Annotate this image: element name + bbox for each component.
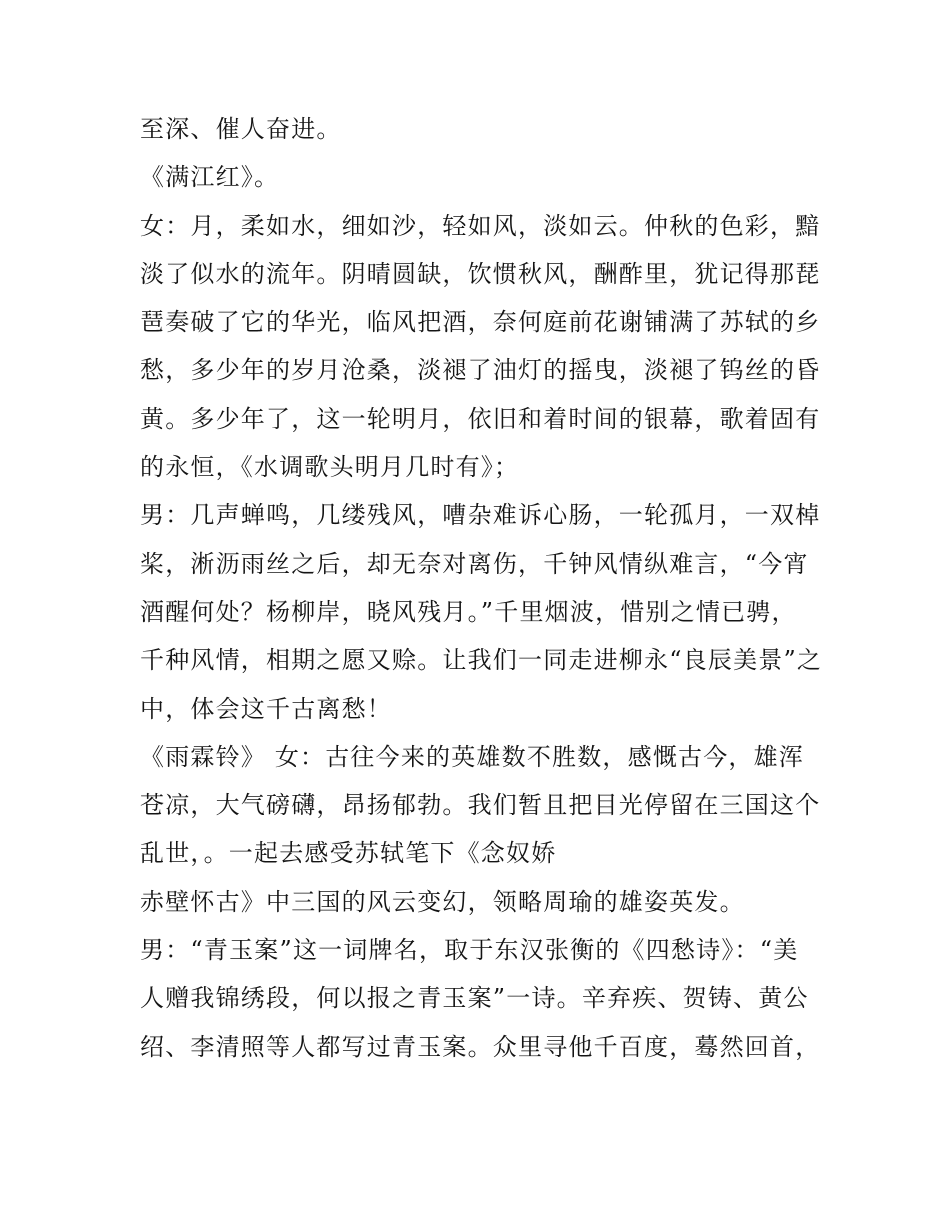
text-line-14: 《雨霖铃》 女：古往今来的英雄数不胜数，感慨古今，雄浑 [140, 742, 805, 771]
text-line-4: 淡了似水的流年。阴晴圆缺，饮惯秋风，酬酢里，犹记得那琵 [140, 259, 821, 288]
text-line-17: 赤壁怀古》中三国的风云变幻，领略周瑜的雄姿英发。 [140, 887, 745, 916]
text-line-20: 绍、李清照等人都写过青玉案。众里寻他千百度，蓦然回首， [140, 1032, 821, 1061]
text-line-16: 乱世，。一起去感受苏轼笔下《念奴娇 [140, 839, 557, 868]
text-line-5: 琶奏破了它的华光，临风把酒，奈何庭前花谢铺满了苏轼的乡 [140, 308, 821, 337]
text-line-19: 人赠我锦绣段，何以报之青玉案”一诗。辛弃疾、贺铸、黄公 [140, 984, 809, 1013]
text-line-3: 女：月，柔如水，细如沙，轻如风，淡如云。仲秋的色彩，黯 [140, 211, 821, 240]
body-text [140, 105, 823, 1071]
text-line-13: 中，体会这千古离愁！ [140, 694, 392, 723]
text-line-15: 苍凉，大气磅礴，昂扬郁勃。我们暂且把目光停留在三国这个 [140, 791, 821, 820]
text-line-10: 桨，淅沥雨丝之后，却无奈对离伤，千钟风情纵难言，“今宵 [140, 549, 809, 578]
text-line-11: 酒醒何处？杨柳岸，晓风残月。”千里烟波，惜别之情已骋， [140, 597, 797, 626]
text-line-12: 千种风情，相期之愿又赊。让我们一同走进柳永“良辰美景”之 [140, 646, 823, 675]
text-line-18: 男：“青玉案”这一词牌名，取于东汉张衡的《四愁诗》：“美 [140, 936, 799, 965]
text-line-1: 至深、催人奋进。 [140, 115, 342, 143]
text-line-6: 愁，多少年的岁月沧桑，淡褪了油灯的摇曳，淡褪了钨丝的昏 [140, 356, 821, 385]
text-line-9: 男：几声蝉鸣，几缕残风，嘈杂难诉心肠，一轮孤月，一双棹 [140, 501, 821, 530]
text-line-2: 《满江红》。 [140, 163, 280, 192]
text-line-8: 的永恒，《水调歌头明月几时有》； [140, 453, 520, 482]
text-line-7: 黄。多少年了，这一轮明月，依旧和着时间的银幕，歌着固有 [140, 404, 821, 433]
